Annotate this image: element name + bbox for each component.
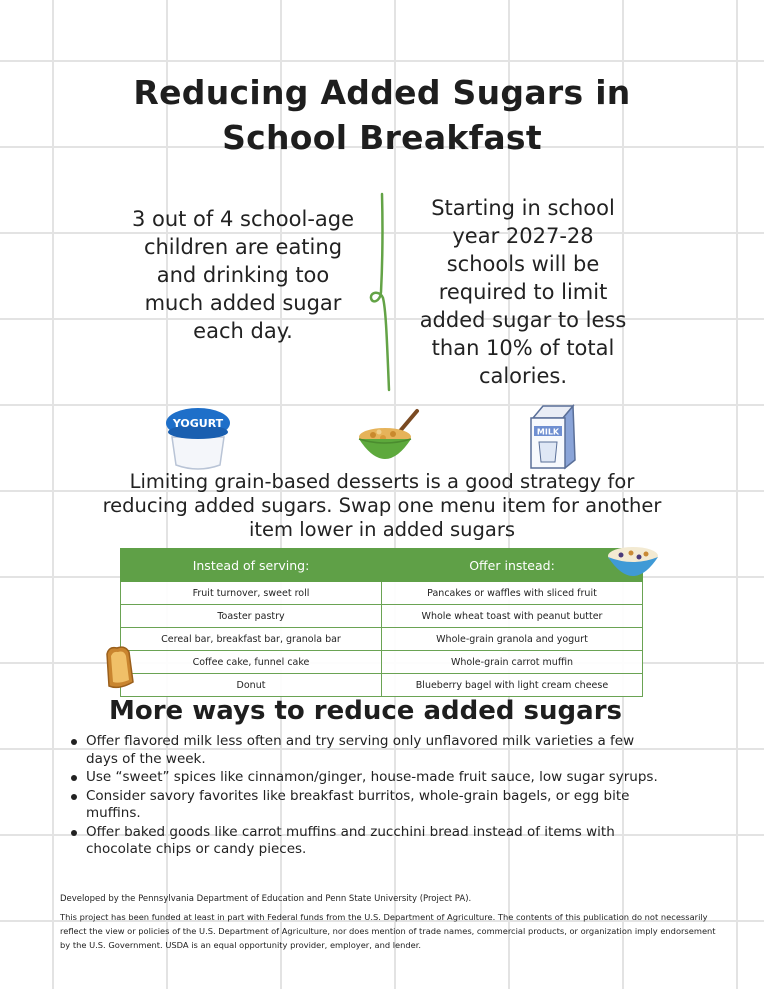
list-item	[70, 788, 670, 823]
table-cell: Pancakes or waffles with sliced fruit	[382, 582, 643, 605]
list-item	[70, 733, 670, 768]
table-cell: Whole-grain granola and yogurt	[382, 628, 643, 651]
table-cell: Whole wheat toast with peanut butter	[382, 605, 643, 628]
menu-swap-table	[120, 548, 643, 697]
bullet-icon	[71, 794, 77, 800]
table-row	[121, 628, 643, 651]
toast-icon	[99, 646, 139, 690]
yogurt-cup-icon	[163, 403, 233, 473]
squiggle-divider	[362, 192, 402, 392]
table-row	[121, 605, 643, 628]
bullet-icon	[71, 739, 77, 745]
title-line-1: Reducing Added Sugars in	[133, 73, 631, 112]
milk-label: MILK	[536, 427, 560, 437]
usda-disclaimer: This project has been funded at least in part with Federal funds from the U.S. Department of Agriculture. The contents of this publication do not necessarily reflect the view or policies of the U.S. Department of Agriculture, nor does mention of trade names, commercial products, or organization imply endorsement by the U.S. Government. USDA is an equal opportunity provider, employer, and lender.	[60, 912, 716, 950]
table-cell: Whole-grain carrot muffin	[382, 651, 643, 674]
table-cell: Fruit turnover, sweet roll	[121, 582, 382, 605]
title-line-2: School Breakfast	[222, 118, 542, 157]
milk-carton-icon	[527, 404, 579, 470]
table-header-row	[121, 549, 643, 582]
list-item-text: Offer flavored milk less often and try serving only unflavored milk varieties a few days of the week.	[86, 733, 635, 767]
column-header-instead: Instead of serving:	[121, 549, 382, 582]
table-cell: Blueberry bagel with light cream cheese	[382, 674, 643, 697]
column-header-offer: Offer instead:	[382, 549, 643, 582]
tips-list	[70, 733, 670, 860]
table-row	[121, 582, 643, 605]
table-cell: Donut	[121, 674, 382, 697]
page-title	[60, 70, 704, 160]
cereal-bowl-icon	[605, 543, 661, 585]
bullet-icon	[71, 775, 77, 781]
list-item	[70, 824, 670, 859]
list-item	[70, 769, 670, 787]
stat-school-year-limit: Starting in school year 2027-28 schools will be required to limit added sugar to less than 10% of total calories.	[419, 196, 627, 388]
list-item-text: Offer baked goods like carrot muffins and zucchini bread instead of items with chocolate chips or candy pieces.	[86, 823, 615, 857]
credit-line: Developed by the Pennsylvania Department of Education and Penn State University (Project PA).	[60, 894, 472, 904]
table-cell: Cereal bar, breakfast bar, granola bar	[121, 628, 382, 651]
table-row	[121, 651, 643, 674]
list-item-text: Use “sweet” spices like cinnamon/ginger, house-made fruit sauce, low sugar syrups.	[86, 769, 658, 785]
table-cell: Toaster pastry	[121, 605, 382, 628]
yogurt-label: YOGURT	[172, 417, 224, 430]
table-cell: Coffee cake, funnel cake	[121, 651, 382, 674]
intro-paragraph: Limiting grain-based desserts is a good strategy for reducing added sugars. Swap one menu item for another item lower in added sugars	[102, 470, 662, 541]
bullet-icon	[71, 830, 77, 836]
more-ways-heading: More ways to reduce added sugars	[108, 696, 622, 726]
list-item-text: Consider savory favorites like breakfast burritos, whole-grain bagels, or egg bite muffins.	[86, 787, 630, 821]
cereal-bowl-icon	[355, 407, 425, 469]
stat-children-sugar: 3 out of 4 school-age children are eating and drinking too much added sugar each day.	[131, 207, 355, 343]
